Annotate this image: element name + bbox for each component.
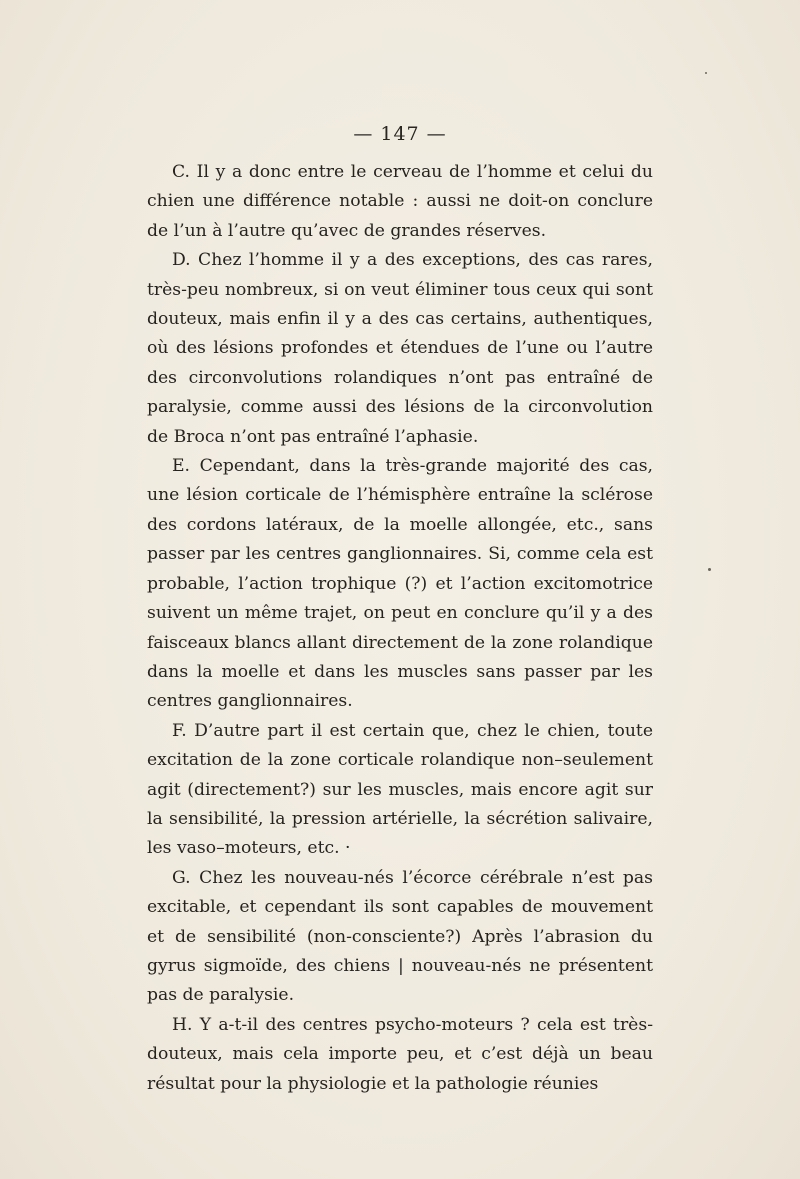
- paragraph-c: C. Il y a donc entre le cerveau de l’homme et celui du chien une différence notable : aussi ne doit-on conclure de l’un à l’autre qu’avec de grandes réserves.: [147, 162, 653, 241]
- paragraph-f: F. D’autre part il est certain que, chez le chien, toute excitation de la zone corticale rolandique non–seulement agit (directement?) sur les muscles, mais encore agit sur la sensibilité, la pression artérielle, la sécrétion salivaire, les vaso–moteurs, etc. ·: [147, 720, 653, 859]
- paragraph-e: E. Cependant, dans la très-grande majorité des cas, une lésion corticale de l’hémisphère entraîne la sclérose des cordons latéraux, de la moelle allongée, etc., sans passer par les centres ganglionnaires. Si, comme cela est probable, l’action trophique (?) et l’action excitomotrice suivent un même trajet, on peut en conclure qu’il y a des faisceaux blancs allant directement de la zone rolandique dans la moelle et dans les muscles sans passer par les centres ganglionnaires.: [147, 456, 653, 712]
- paragraph-d: D. Chez l’homme il y a des exceptions, des cas rares, très-peu nombreux, si on veut éliminer tous ceux qui sont douteux, mais enfin il y a des cas certains, authentiques, où des lésions profondes et étendues de l’une ou l’autre des circonvolutions rolandiques n’ont pas entraîné de paralysie, comme aussi des lésions de la circonvolution de Broca n’ont pas entraîné l’aphasie.: [147, 250, 653, 447]
- body-text: [147, 158, 653, 1099]
- paper-speck: [708, 568, 711, 571]
- paragraph-g: G. Chez les nouveau-nés l’écorce cérébrale n’est pas excitable, et cependant ils sont capables de mouvement et de sensibilité (non-consciente?) Après l’abrasion du gyrus sigmoïde, des chiens | nouveau-nés ne présentent pas de paralysie.: [147, 867, 653, 1006]
- paper-speck: [705, 72, 707, 74]
- page-number: — 147 —: [353, 123, 447, 145]
- paragraph-h: H. Y a-t-il des centres psycho-moteurs ? cela est trèsdouteux, mais cela importe peu, et c’est déjà un beau résultat pour la physiologie et la pathologie réunies: [147, 1014, 653, 1094]
